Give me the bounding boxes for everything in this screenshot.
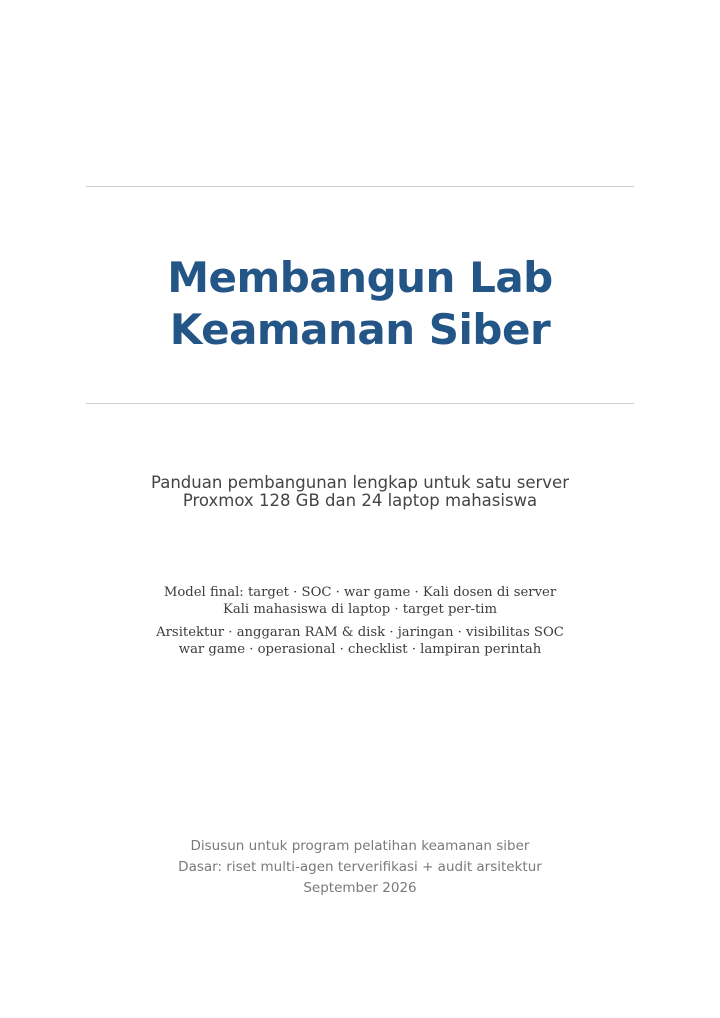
final-model-summary [0, 584, 720, 618]
contents-line-2: war game · operasional · checklist · lampiran perintah [178, 642, 542, 657]
document-title [0, 252, 720, 356]
basis-text: Dasar: riset multi-agen terverifikasi + audit arsitektur [178, 859, 542, 875]
model-line-1: Model final: target · SOC · war game · Kali dosen di server [163, 585, 557, 600]
document-credits [0, 836, 720, 899]
title-line-2: Keamanan Siber [169, 305, 551, 354]
contents-line-1: Arsitektur · anggaran RAM & disk · jaringan · visibilitas SOC [156, 625, 564, 640]
bottom-divider [86, 403, 634, 404]
model-line-2: Kali mahasiswa di laptop · target per-tim [222, 602, 498, 617]
contents-summary [0, 624, 720, 658]
date-text: September 2026 [303, 880, 417, 896]
subtitle-line-1: Panduan pembangunan lengkap untuk satu server [151, 473, 569, 492]
top-divider [86, 186, 634, 187]
subtitle-line-2: Proxmox 128 GB dan 24 laptop mahasiswa [182, 491, 538, 510]
document-subtitle [0, 474, 720, 510]
prepared-for-text: Disusun untuk program pelatihan keamanan siber [190, 838, 530, 854]
title-line-1: Membangun Lab [167, 253, 553, 302]
